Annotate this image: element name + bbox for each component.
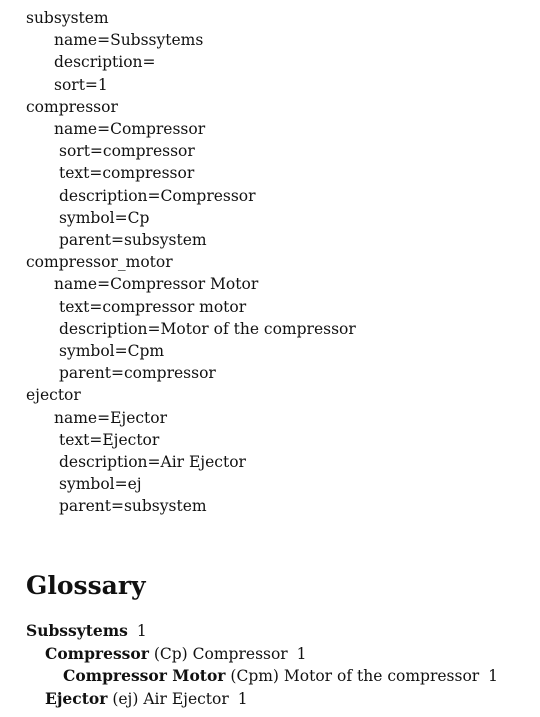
entry-field: sort=compressor — [59, 142, 195, 161]
entry-field: sort=1 — [54, 75, 108, 94]
entry-field: name=Compressor — [54, 120, 206, 139]
entry-field: name=Ejector — [54, 408, 168, 427]
glossary-item — [26, 688, 498, 711]
glossary-item-description: Compressor — [192, 644, 288, 663]
entry-field: description= — [54, 53, 156, 72]
glossary-list — [26, 620, 498, 710]
entry-field: symbol=Cpm — [59, 342, 165, 361]
entry-key: compressor — [26, 97, 118, 116]
entry-field: description=Compressor — [59, 186, 256, 205]
glossary-item — [26, 665, 498, 688]
entry-field: symbol=ej — [59, 475, 142, 494]
glossary-item-name: Compressor — [45, 643, 149, 663]
entry-field: description=Air Ejector — [59, 453, 246, 472]
glossary-item-symbol: (Cpm) — [230, 667, 279, 686]
glossary-item-name: Subssytems — [26, 621, 128, 640]
glossary-item-symbol: (ej) — [112, 689, 139, 708]
glossary-item-symbol: (Cp) — [153, 644, 188, 663]
entry-key: ejector — [26, 386, 81, 405]
glossary-item — [26, 643, 498, 666]
entry-field: symbol=Cp — [59, 208, 150, 227]
entry-field: text=compressor motor — [59, 297, 247, 316]
glossary-item-name: Compressor Motor — [63, 666, 226, 686]
glossary-item-description: Air Ejector — [143, 689, 229, 708]
glossary-item-page[interactable]: 1 — [237, 689, 248, 708]
glossary-item-page[interactable]: 1 — [488, 667, 499, 686]
entry-field: parent=subsystem — [59, 497, 207, 516]
entry-field: text=Ejector — [59, 430, 160, 449]
glossary-item-name: Ejector — [45, 688, 108, 708]
entry-field: text=compressor — [59, 164, 195, 183]
glossary-item-description: Motor of the compressor — [283, 667, 480, 686]
entry-field: parent=subsystem — [59, 231, 207, 250]
glossary-item-page[interactable]: 1 — [296, 644, 307, 663]
entry-key: compressor_motor — [26, 253, 173, 272]
entry-key: subsystem — [26, 9, 109, 27]
entry-field: name=Compressor Motor — [54, 275, 259, 294]
glossary-item-page[interactable]: 1 — [136, 622, 147, 640]
glossary-item — [26, 620, 498, 643]
entry-definitions — [26, 7, 356, 518]
entry-field: description=Motor of the compressor — [59, 319, 356, 338]
entry-field: name=Subssytems — [54, 31, 204, 50]
entry-field: parent=compressor — [59, 364, 216, 383]
glossary-title: Glossary — [26, 571, 146, 600]
